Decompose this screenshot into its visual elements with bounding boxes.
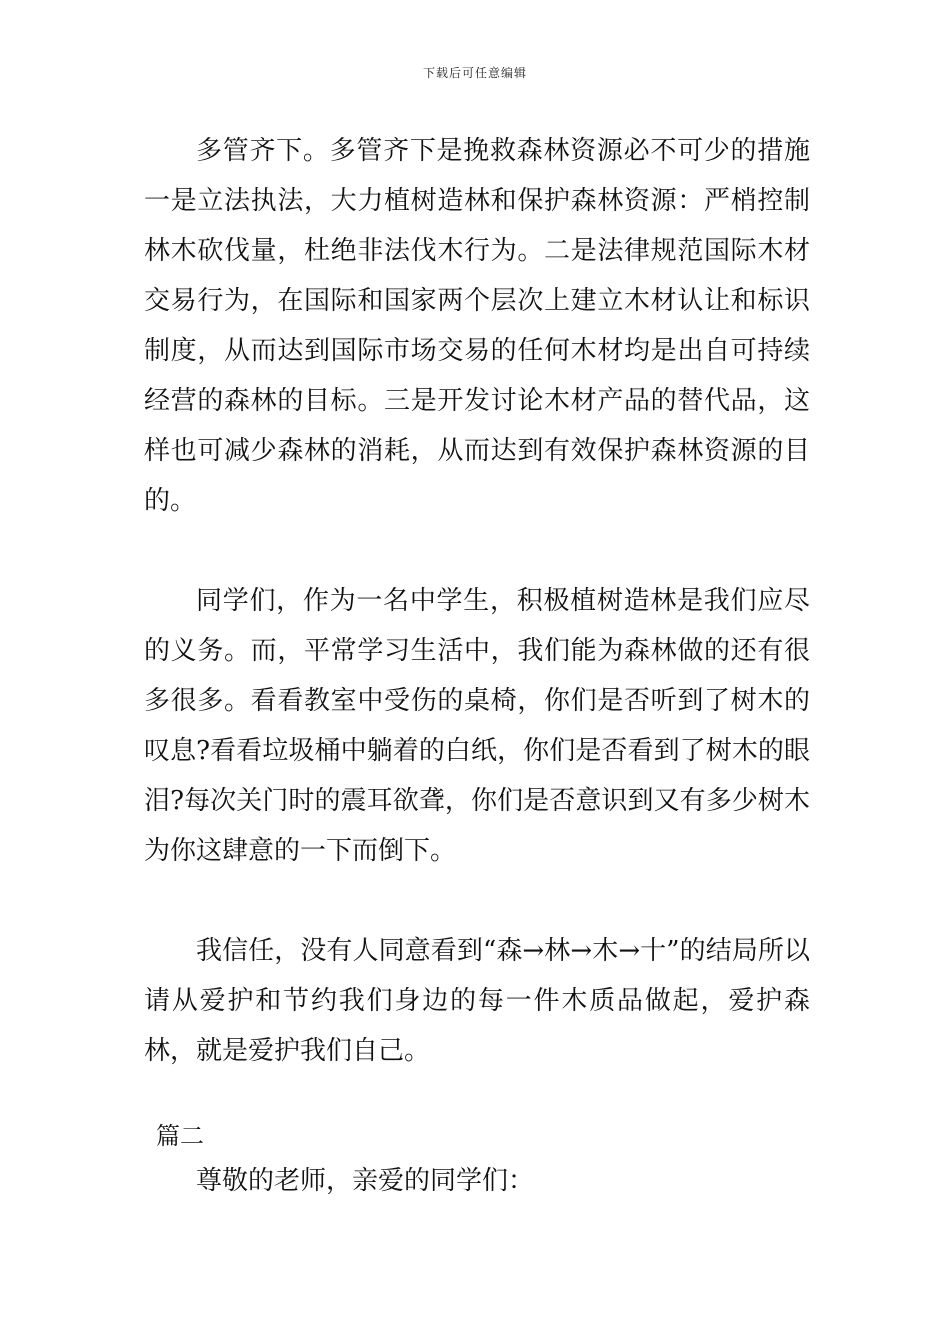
- salutation: 尊敬的老师，亲爱的同学们：: [196, 1166, 535, 1196]
- page-header: 下载后可任意编辑: [422, 66, 527, 80]
- paragraph-students: 同学们，作为一名中学生，积极植树造林是我们应尽的义务。而，平常学习生活中，我们能为森林做的还有很多很多。看看教室中受伤的桌椅，你们是否听到了树木的叹息?看看垃圾桶中躺着的白纸，你们是否看到了树木的眼泪?每次关门时的震耳欲聋，你们是否意识到又有多少树木为你这肆意的一下而倒下。: [144, 586, 810, 866]
- paragraph-conclusion: 我信任，没有人同意看到“森→林→木→十”的结局所以请从爱护和节约我们身边的每一件木质品做起，爱护森林，就是爱护我们自己。: [144, 936, 810, 1066]
- paragraph-spacer: [144, 526, 810, 576]
- section-heading: 篇二: [156, 1122, 204, 1150]
- document-body: [144, 126, 810, 1206]
- paragraph-spacer: [144, 876, 810, 926]
- paragraph-measures: 多管齐下。多管齐下是挽救森林资源必不可少的措施一是立法执法，大力植树造林和保护森林资源：严梢控制林木砍伐量，杜绝非法伐木行为。二是法律规范国际木材交易行为，在国际和国家两个层次上建立木材认让和标识制度，从而达到国际市场交易的任何木材均是出自可持续经营的森林的目标。三是开发讨论木材产品的替代品，这样也可减少森林的消耗，从而达到有效保护森林资源的目的。: [144, 136, 810, 516]
- paragraph-spacer: [144, 1076, 810, 1116]
